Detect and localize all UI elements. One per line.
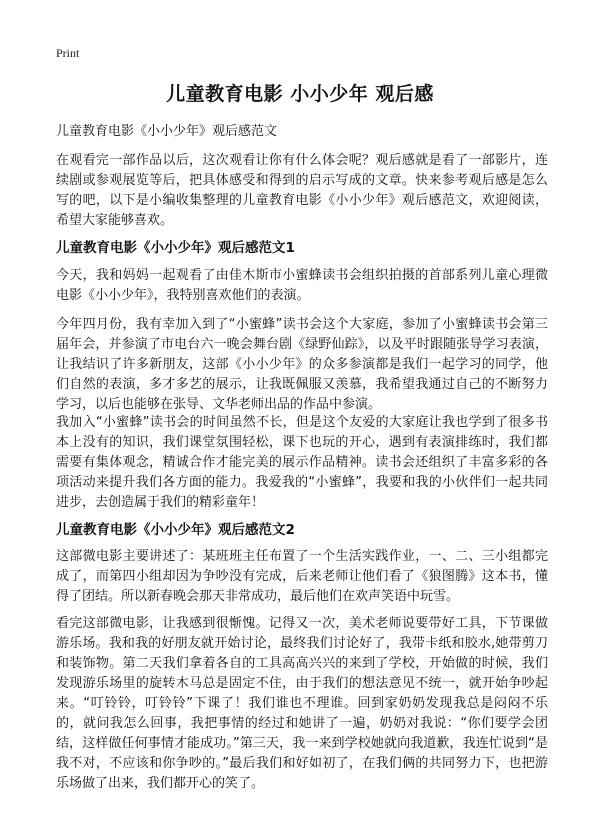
document-subtitle: 儿童教育电影《小小少年》观后感范文	[56, 124, 278, 139]
section-2-heading: 儿童教育电影《小小少年》观后感范文2	[56, 522, 295, 538]
section-1-paragraph-3: 我加入“小蜜蜂”读书会的时间虽然不长，但是这个友爱的大家庭让我也学到了很多书本上没有的知识，我们课堂氛围轻松，课下也玩的开心，遇到有表演排练时，我们都需要有集体观念，精诚合作才能完美的展示作品精神。读书会还组织了丰富多彩的各项活动来提升我们各方面的能力。我爱我的“小蜜蜂”，我要和我的小伙伴们一起共同进步，去创造属于我们的精彩童年！	[56, 415, 548, 510]
section-1-heading: 儿童教育电影《小小少年》观后感范文1	[56, 240, 295, 256]
print-label: Print	[56, 46, 80, 60]
intro-paragraph: 在观看完一部作品以后，这次观看让你有什么体会呢？观后感就是看了一部影片，连续剧或参观展览等后，把具体感受和得到的启示写成的文章。快来参考观后感是怎么写的吧，以下是小编收集整理的儿童教育电影《小小少年》观后感范文，欢迎阅读，希望大家能够喜欢。	[56, 153, 548, 228]
section-2-paragraph-1: 这部微电影主要讲述了：某班班主任布置了一个生活实践作业，一、二、三小组都完成了，而第四小组却因为争吵没有完成，后来老师让他们看了《狼图腾》这本书，懂得了团结。所以新春晚会那天非常成功，最后他们在欢声笑语中玩雪。	[56, 549, 548, 604]
section-2-paragraph-2: 看完这部微电影，让我感到很惭愧。记得又一次，美术老师说要带好工具，下节课做游乐场。我和我的好朋友就开始讨论，最终我们讨论好了，我带卡纸和胶水,她带剪刀和装饰物。第二天我们拿着各自的工具高高兴兴的来到了学校，开始做的时候，我们发现游乐场里的旋转木马总是固定不住，由于我们的想法意见不统一，就开始争吵起来。“叮铃铃，叮铃铃”下课了！我们谁也不理谁。回到家奶奶发现我总是闷闷不乐的，就问我怎么回事，我把事情的经过和她讲了一遍，奶奶对我说：“你们要学会团结，这样做任何事情才能成功。”第三天，我一来到学校她就向我道歉，我连忙说到“是我不对，不应该和你争吵的。”最后我们和好如初了，在我们俩的共同努力下，也把游乐场做了出来，我们都开心的笑了。	[56, 616, 548, 791]
document-title: 儿童教育电影 小小少年 观后感	[166, 83, 434, 105]
section-1-paragraph-1: 今天，我和妈妈一起观看了由佳木斯市小蜜蜂读书会组织拍摄的首部系列儿童心理微电影《小小少年》，我特别喜欢他们的表演。	[56, 268, 548, 303]
section-1-paragraph-2: 今年四月份，我有幸加入到了“小蜜蜂”读书会这个大家庭，参加了小蜜蜂读书会第三届年会，并参演了市电台六一晚会舞台剧《绿野仙踪》，以及平时跟随张导学习表演，让我结识了许多新朋友，这部《小小少年》的众多参演都是我们一起学习的同学，他们自然的表演，多才多艺的展示，让我既佩服又羡慕，我希望我通过自己的不断努力学习，以后也能够在张导、文华老师出品的作品中参演。	[56, 317, 548, 412]
